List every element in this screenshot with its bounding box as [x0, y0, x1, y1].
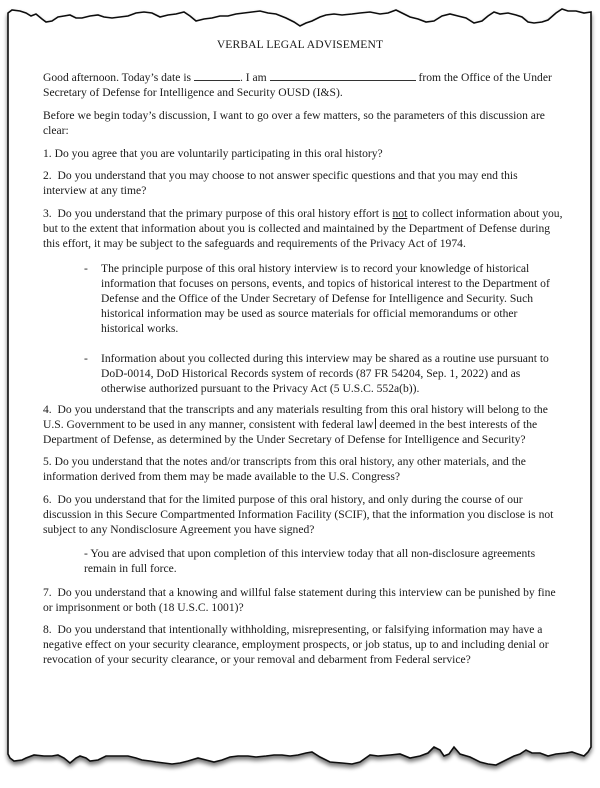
underlined-emphasis: not: [392, 206, 408, 220]
preamble-paragraph: Before we begin today’s discussion, I want to go over a few matters, so the parameters of this discussion are clear:: [43, 109, 545, 137]
intro-paragraph: [43, 70, 563, 100]
question-number: 1.: [43, 146, 52, 160]
intro-text-2: . I am: [239, 71, 270, 84]
text-cursor: [375, 418, 376, 429]
question-number: 2.: [43, 169, 52, 182]
question-1: [43, 146, 563, 161]
question-6-advisement: - You are advised that upon completion of this interview today that all non-disclosure agreements remain in full force.: [84, 546, 536, 575]
question-6: [43, 492, 563, 537]
question-text: Do you understand that you may choose to not answer specific questions and that you may end this interview at any time?: [43, 169, 518, 197]
bullet-dash: -: [84, 351, 88, 365]
intro-text-1: Good afternoon. Today’s date is: [43, 71, 194, 84]
bullet-dash: -: [84, 261, 88, 275]
question-7: [43, 585, 563, 615]
question-4: [43, 402, 563, 447]
question-3: [43, 206, 563, 251]
bullet-item: [43, 351, 563, 396]
question-3-bullets: [43, 261, 563, 396]
question-number: 4.: [43, 402, 52, 416]
question-text: Do you understand that the notes and/or transcripts from this oral history, any other materials, and the information derived from them may be made available to the U.S. Congress?: [43, 455, 526, 483]
document-title: VERBAL LEGAL ADVISEMENT: [216, 38, 384, 51]
question-number: 8.: [43, 623, 52, 636]
question-text: deemed in the best interests of the Department of Defense, as determined by the Under Secretary of Defense for Intelligence and Security?: [43, 417, 538, 446]
question-text: Do you understand that the primary purpose of this oral history effort is: [57, 206, 393, 220]
date-blank-field: [194, 70, 240, 81]
bullet-text: The principle purpose of this oral history interview is to record your knowledge of historical information that focuses on persons, events, and topics of historical interest to the Department of Defense and the Office of the Under Secretary of Defense for Intelligence and Security. Such historical information may be used as source materials for official memorandums or other historical works.: [101, 261, 550, 335]
document-page: [8, 0, 592, 788]
question-number: 7.: [43, 585, 52, 599]
intro-text-3: from the Office of the Under Secretary of Defense for Intelligence and Security OUSD (I&S).: [43, 71, 552, 99]
bullet-item: [43, 261, 563, 336]
question-number: 3.: [43, 206, 52, 220]
question-number: 6.: [43, 492, 52, 506]
question-8: [43, 622, 563, 667]
question-text: Do you understand that the transcripts and any materials resulting from this oral history will belong to the U.S. Government to be used in any manner, consistent with federal law: [43, 402, 548, 431]
question-text: Do you understand that for the limited purpose of this oral history, and only during the course of our discussion in this Secure Compartmented Information Facility (SCIF), that the information you disclose is not subject to any Nondisclosure Agreement you have signed?: [43, 492, 554, 536]
bullet-text: Information about you collected during this interview may be shared as a routine use pursuant to DoD-0014, DoD Historical Records system of records (87 FR 54204, Sep. 1, 2022) and as otherwise authorized pursuant to the Privacy Act (5 U.S.C. 552a(b)).: [101, 351, 549, 395]
question-number: 5.: [43, 455, 52, 468]
question-text: Do you understand that a knowing and willful false statement during this interview can be punished by fine or imprisonment or both (18 U.S.C. 1001)?: [43, 585, 556, 614]
document-body: [43, 70, 563, 675]
question-5: [43, 454, 563, 484]
question-text: to collect information about you, but to the extent that information about you is collected and maintained by the Department of Defense during this effort, it may be subject to the safeguards and requirements of the Privacy Act of 1974.: [43, 206, 563, 250]
name-blank-field: [270, 70, 416, 81]
question-2: [43, 168, 563, 198]
question-text: Do you agree that you are voluntarily participating in this oral history?: [54, 146, 383, 160]
question-text: Do you understand that intentionally withholding, misrepresenting, or falsifying information may have a negative effect on your security clearance, employment prospects, or job status, up to and including denial or revocation of your security clearance, or your removal and debarment from Federal service?: [43, 623, 549, 666]
